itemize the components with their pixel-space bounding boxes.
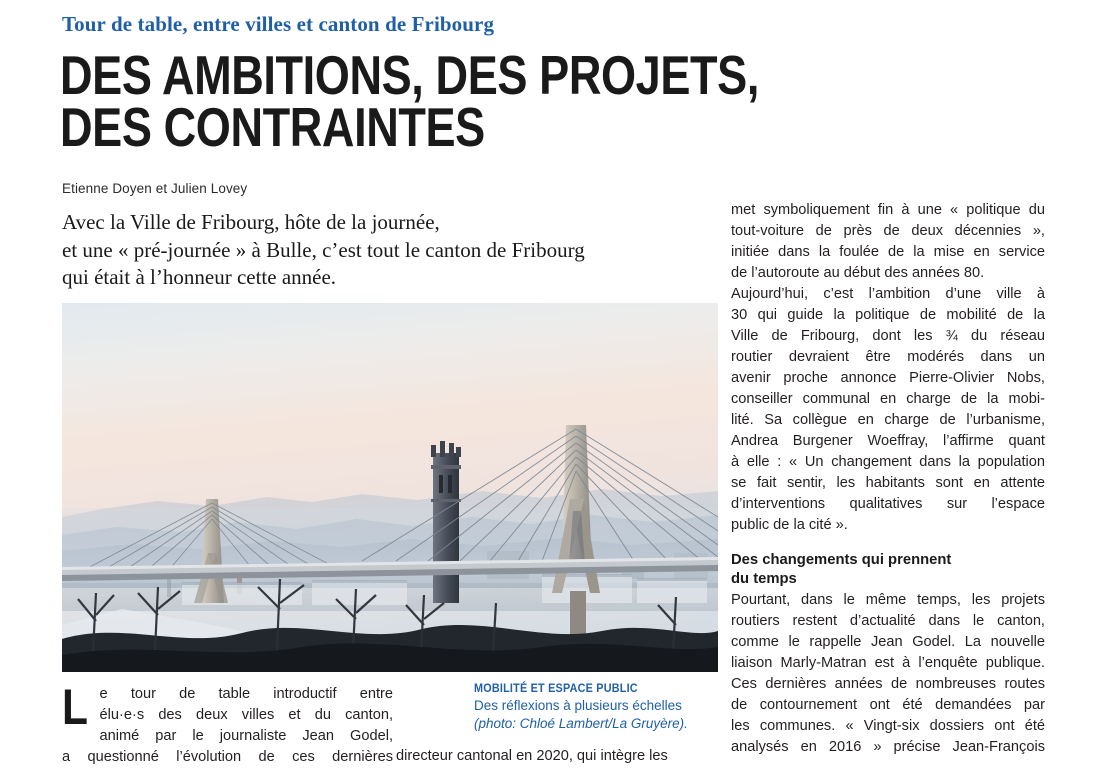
body-line: de l’autoroute au début des années 80. [731,264,985,281]
section-subheading [731,551,1045,590]
body-column-left [62,679,393,768]
body-line: directeur cantonal en 2020, qui intègre les [396,748,668,764]
body-line: 30 qui guide la politique de mobilité de la [731,306,1045,323]
page-title [60,44,759,158]
body-line: d’interventions qualitatives sur l’espace [731,495,1045,512]
caption-label: MOBILITÉ ET ESPACE PUBLIC [474,681,638,695]
body-left-paragraph [62,679,393,768]
subheading-line-1: Des changements qui prennent [731,551,952,568]
body-line: à elle : « Un changement dans la population [731,453,1045,470]
body-line: routiers restent d’actualité dans le canton, [731,612,1045,629]
body-line: met symboliquement fin à une « politique du [731,202,1045,218]
body-line: se fait sentir, les habitants sont en attente [731,474,1045,491]
article-byline: Etienne Doyen et Julien Lovey [62,181,248,196]
standfirst-line-2: et une « pré-journée » à Bulle, c’est tout le canton de Fribourg [62,237,585,262]
body-column-middle [396,746,718,767]
right-paragraph-2 [731,284,1045,536]
body-line: public de la cité ». [731,516,848,533]
photo-caption [474,681,718,733]
article-standfirst [62,209,702,292]
caption-credit: (photo: Chloé Lambert/La Gruyère). [474,716,688,732]
body-column-right [731,200,1045,758]
body-line: initiée dans la foulée de la mise en service [731,243,1045,260]
body-line: Aujourd’hui, c’est l’ambition d’une ville à [731,285,1045,302]
article-photo [62,303,718,672]
body-line: e tour de table introductif entre [99,686,393,702]
body-line: Ville de Fribourg, dont les ¾ du réseau [731,327,1045,344]
body-line: de contournement ont été demandées par [731,696,1045,713]
right-paragraph-1 [731,200,1045,284]
body-line: conseiller communal en charge de la mobi- [731,390,1045,407]
body-line: liaison Marly-Matran est à l’enquête publique. [731,654,1045,671]
body-line: animé par le journaliste Jean Godel, [99,728,393,744]
right-paragraph-3 [731,590,1045,758]
subheading-line-2: du temps [731,571,797,588]
body-line: Pourtant, dans le même temps, les projets [731,591,1045,608]
article-kicker: Tour de table, entre villes et canton de Fribourg [62,12,495,36]
body-line: comme le rappelle Jean Godel. La nouvelle [731,633,1045,650]
headline-line-2: DES CONTRAINTES [60,95,485,158]
body-line: Ces dernières années de nombreuses routes [731,675,1045,692]
body-line: tout-voiture de près de deux décennies », [731,222,1045,239]
caption-text: Des réflexions à plusieurs échelles [474,698,682,713]
body-line: routier devraient être modérés dans un [731,348,1045,365]
photo-illustration [62,303,718,672]
body-line: élu·e·s des deux villes et du canton, [99,707,393,723]
standfirst-line-1: Avec la Ville de Fribourg, hôte de la journée, [62,210,440,234]
headline-line-1: DES AMBITIONS, DES PROJETS, [60,44,759,106]
body-line: a questionné l’évolution de ces dernières [62,749,393,765]
body-line: analysés en 2016 » précise Jean-François [731,738,1045,755]
body-line: lité. Sa collègue en charge de l’urbanisme, [731,411,1045,428]
drop-cap: L [62,679,88,735]
cathedral-tower [431,441,461,603]
body-line: avenir proche annonce Pierre-Olivier Nobs, [731,369,1045,386]
body-line: les communes. « Vingt-six dossiers ont été [731,717,1045,734]
body-line: Andrea Burgener Woeffray, l’affirme quant [731,432,1045,449]
standfirst-line-3: qui était à l’honneur cette année. [62,265,337,290]
